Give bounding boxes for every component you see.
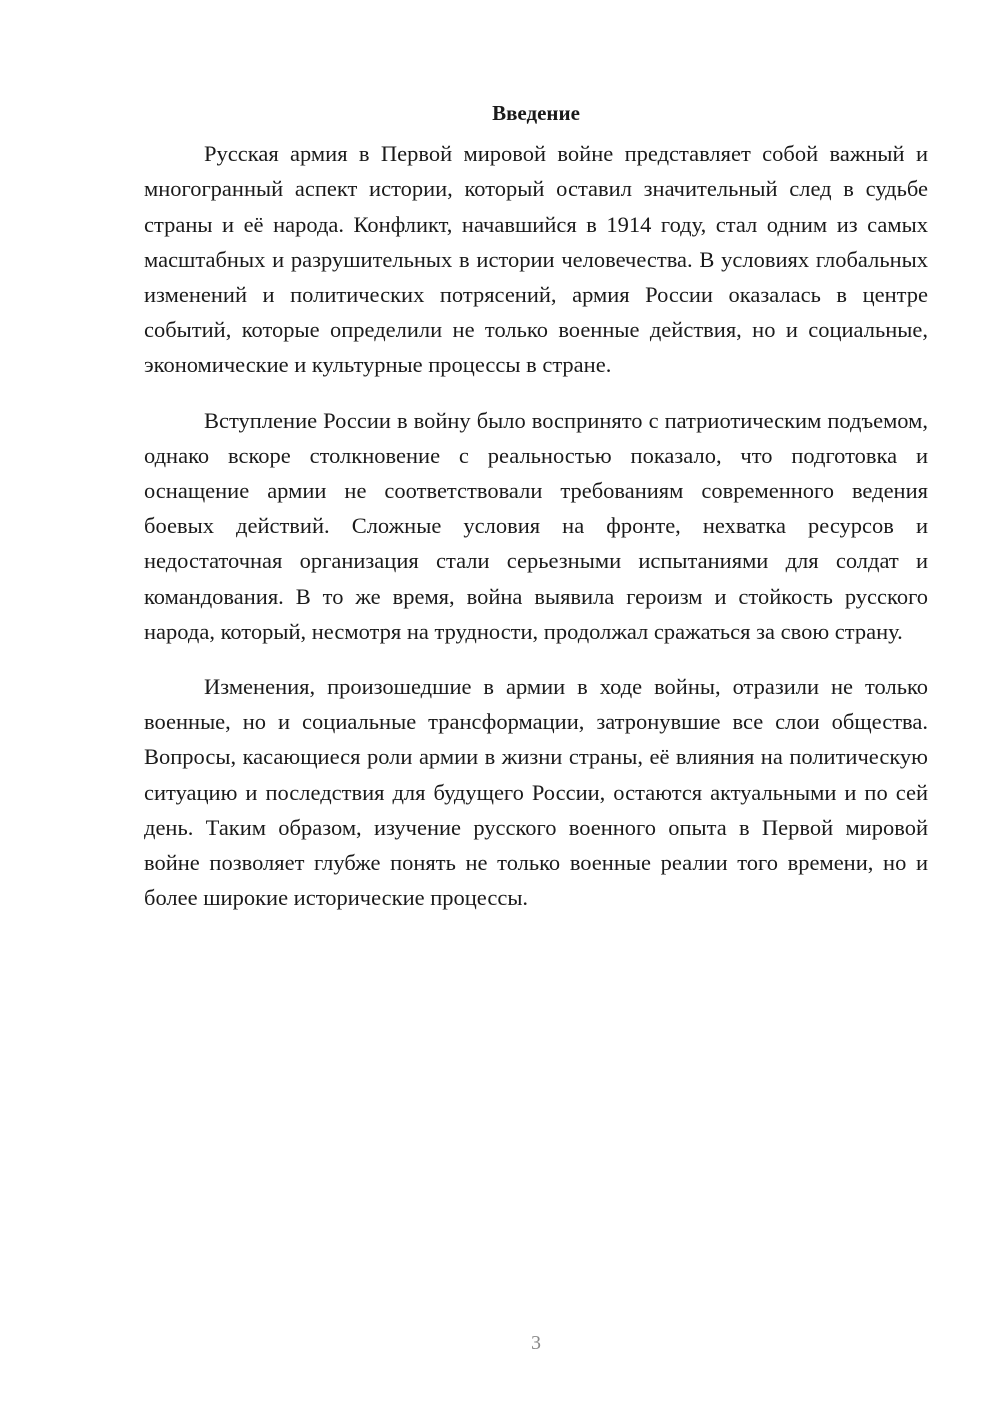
paragraph-1: Русская армия в Первой мировой войне представляет собой важный и многогранный аспект истории, который оставил значительный след в судьбе страны и её народа. Конфликт, начавшийся в 1914 году, стал одним из самых масштабных и разрушительных в истории человечества. В условиях глобальных изменений и политических потрясений, армия России оказалась в центре событий, которые определили не только военные действия, но и социальные, экономические и культурные процессы в стране.: [144, 141, 928, 378]
paragraph-3: Изменения, произошедшие в армии в ходе войны, отразили не только военные, но и социальные трансформации, затронувшие все слои общества. Вопросы, касающиеся роли армии в жизни страны, её влияния на политическую ситуацию и последствия для будущего России, остаются актуальными и по сей день. Таким образом, изучение русского военного опыта в Первой мировой войне позволяет глубже понять не только военные реалии того времени, но и более широкие исторические процессы.: [144, 674, 928, 911]
section-title: Введение: [492, 101, 580, 125]
page-content: [144, 96, 928, 915]
page-number: 3: [531, 1332, 541, 1354]
paragraph-2: Вступление России в войну было воспринято с патриотическим подъемом, однако вскоре столкновение с реальностью показало, что подготовка и оснащение армии не соответствовали требованиям современного ведения боевых действий. Сложные условия на фронте, нехватка ресурсов и недостаточная организация стали серьезными испытаниями для солдат и командования. В то же время, война выявила героизм и стойкость русского народа, который, несмотря на трудности, продолжал сражаться за свою страну.: [144, 407, 928, 644]
